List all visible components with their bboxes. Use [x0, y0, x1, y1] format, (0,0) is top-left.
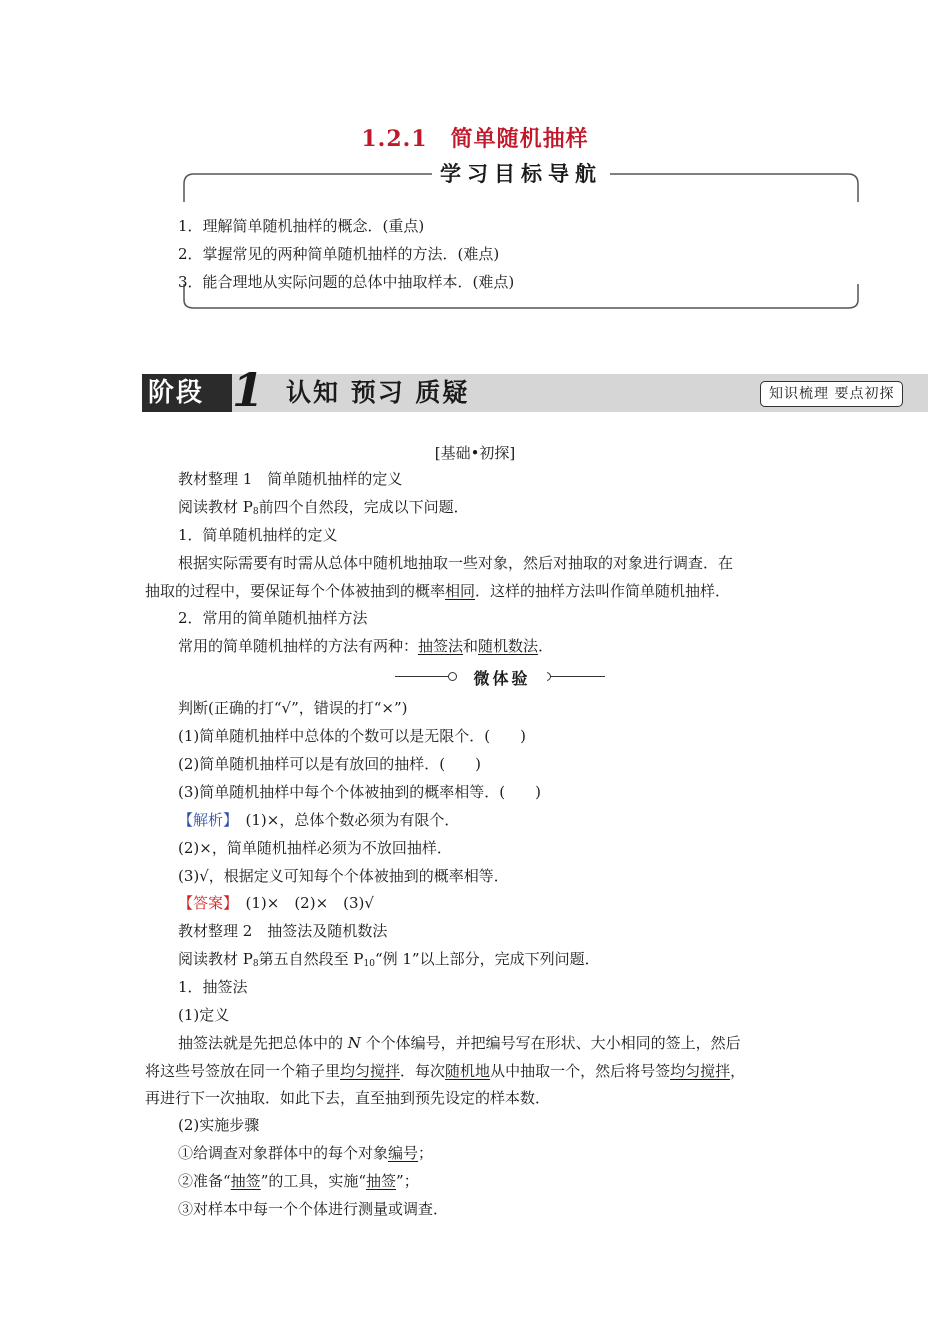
definition-line: 将这些号签放在同一个箱子里均匀搅拌．每次随机地从中抽取一个，然后将号签均匀搅拌，	[145, 1062, 746, 1080]
block2-heading: 教材整理 2 抽签法及随机数法	[178, 922, 388, 940]
objective-item: 3．能合理地从实际问题的总体中抽取样本．(难点)	[178, 273, 515, 291]
block1-reading: 阅读教材 $P_8$前四个自然段，完成以下问题．	[178, 498, 469, 517]
answer-line: 【答案】 (1)× (2)× (3)√	[178, 894, 374, 912]
stage-label: 阶段	[148, 378, 205, 408]
block1-item1: 1．简单随机抽样的定义	[178, 526, 338, 544]
definition-line: 抽签法就是先把总体中的 N 个个体编号，并把编号写在形状、大小相同的签上，然后	[178, 1034, 741, 1052]
block2-item1: 1．抽签法	[178, 978, 248, 996]
objectives-header: 学习目标导航	[432, 158, 610, 188]
question: (3)简单随机抽样中每个个体被抽到的概率相等．( )	[178, 783, 541, 801]
question: (1)简单随机抽样中总体的个数可以是无限个．( )	[178, 727, 526, 745]
definition-line: 根据实际需要有时需从总体中随机地抽取一些对象，然后对抽取的对象进行调查．在	[178, 554, 734, 572]
step-line: ③对样本中每一个个体进行测量或调查．	[178, 1200, 449, 1218]
objective-item: 2．掌握常见的两种简单随机抽样的方法．(难点)	[178, 245, 500, 263]
section-label: [基础•初探]	[434, 444, 516, 462]
stage-tag: 知识梳理 要点初探	[760, 381, 903, 407]
analysis-line: 【解析】 (1)×，总体个数必须为有限个．	[178, 811, 460, 829]
block2-reading: 阅读教材 $P_8$第五自然段至 $P_{10}“$例 1”以上部分，完成下列问题．	[178, 950, 600, 969]
page-title: 1.2.1 简单随机抽样	[361, 126, 589, 152]
analysis-line: (3)√，根据定义可知每个个体被抽到的概率相等．	[178, 867, 509, 885]
objective-item: 1．理解简单随机抽样的概念．(重点)	[178, 217, 425, 235]
answer-label: 【答案】	[178, 894, 231, 912]
step-line: ①给调查对象群体中的每个对象编号；	[178, 1144, 434, 1162]
analysis-line: (2)×，简单随机抽样必须为不放回抽样．	[178, 839, 452, 857]
definition-line: 抽取的过程中，要保证每个个体被抽到的概率相同．这样的抽样方法叫作简单随机抽样．	[145, 582, 731, 600]
definition-line: 再进行下一次抽取．如此下去，直至抽到预先设定的样本数．	[145, 1089, 551, 1107]
stage-title: 认知 预习 质疑	[286, 378, 470, 407]
analysis-label: 【解析】	[178, 811, 231, 829]
methods-line: 常用的简单随机抽样的方法有两种：抽签法和随机数法．	[178, 637, 554, 655]
micro-divider	[395, 666, 605, 686]
question: (2)简单随机抽样可以是有放回的抽样．( )	[178, 755, 481, 773]
block1-heading: 教材整理 1 简单随机抽样的定义	[178, 470, 403, 488]
block1-item2: 2．常用的简单随机抽样方法	[178, 609, 368, 627]
micro-title: 微体验	[457, 666, 547, 689]
stage-number: 1	[232, 363, 265, 417]
block2-sub1: (1)定义	[178, 1006, 230, 1024]
micro-prompt: 判断(正确的打“√”，错误的打“×”)	[178, 699, 408, 717]
block2-sub2: (2)实施步骤	[178, 1116, 260, 1134]
step-line: ②准备“抽签”的工具，实施“抽签”；	[178, 1172, 419, 1190]
